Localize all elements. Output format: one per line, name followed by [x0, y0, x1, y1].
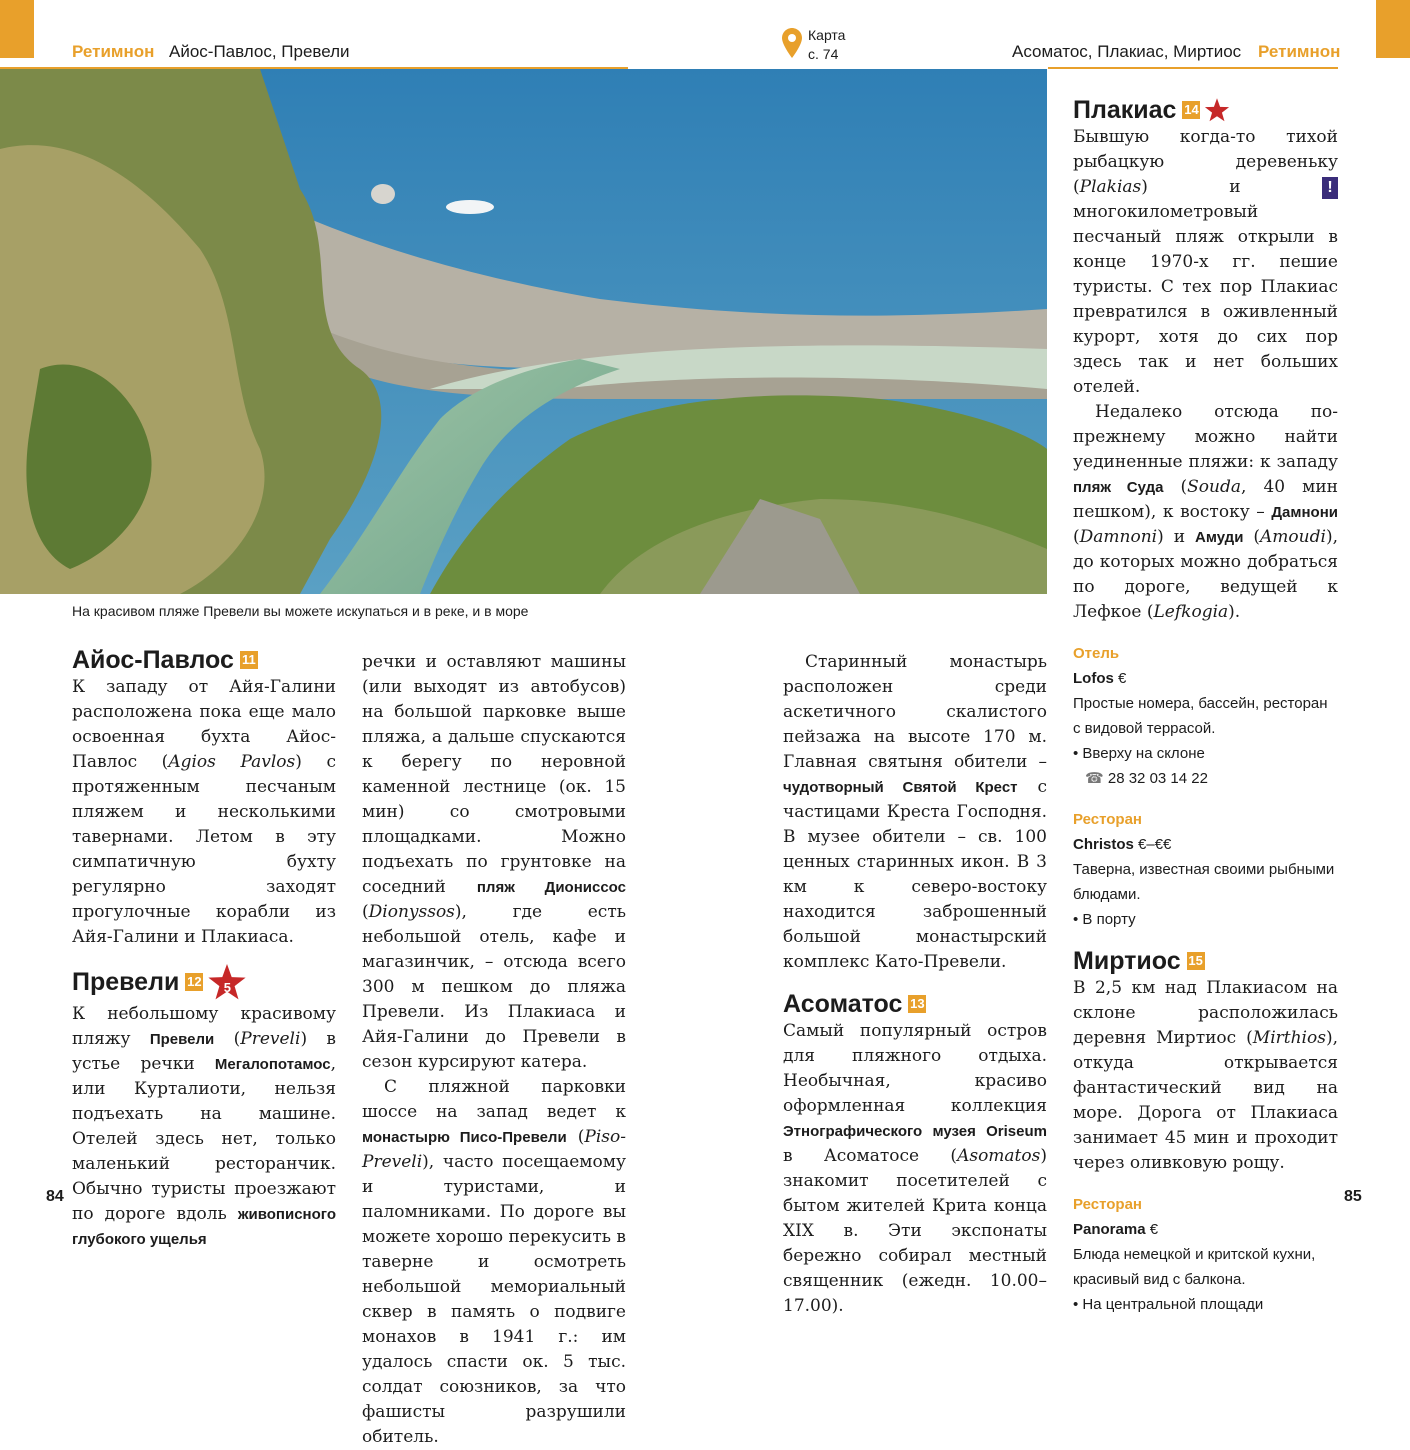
- preveli-monastery-text: Старинный монастырь расположен среди аскетичного скалистого пейзажа на высоте 170 м. Главная святыня обители – чудотворный Святой Крест с частицами Креста Господня. В музее обители – св. 100 ценных старинных икон. В 3 км к северо-востоку находится заброшенный большой монастырский комплекс Като-Превели.: [783, 652, 1047, 972]
- mirtios-title: Миртиос: [1073, 947, 1181, 975]
- bullet-icon: •: [1073, 911, 1083, 928]
- map-number-badge: 12: [187, 974, 202, 989]
- map-number-badge: 14: [1184, 102, 1199, 117]
- map-number-badge: 13: [910, 996, 925, 1011]
- restaurant-location: На центральной площади: [1082, 1296, 1264, 1313]
- preveli-title: Превели: [72, 968, 180, 996]
- right-page-tab: [1376, 0, 1410, 58]
- map-label: Карта: [808, 27, 846, 43]
- mirtios-heading: [1073, 946, 1338, 976]
- preveli-text-continued: речки и оставляют машины (или выходят из автобусов) на большой парковке выше пляжа, а дальше спускаются к берегу по неровной каменной лестнице (ок. 15 мин) со смотровыми площадками. Можно подъехать по грунтовке на соседний пляж Диониссос (Dionyssos), где есть небольшой отель, кафе и магазинчик, – отсюда всего 300 м пешком до пляжа Превели. Из Плакиаса и Айя-Галини до Превели в сезон курсируют катера.: [362, 652, 626, 1072]
- left-places-title: Айос-Павлос, Превели: [169, 42, 350, 61]
- hotel-description: Простые номера, бассейн, ресторан с видовой террасой.: [1073, 695, 1328, 737]
- mirtios-restaurant-info: [1073, 1192, 1338, 1317]
- plakias-text: Бывшую когда-то тихой рыбацкую деревеньку (Plakias) и ! многокилометровый песчаный пляж открыли в конце 1970-х гг. пешие туристы. С тех пор Плакиас превратился в оживленный курорт, хотя до сих пор здесь так и нет больших отелей.: [1073, 127, 1338, 397]
- map-page: с. 74: [808, 46, 839, 62]
- column-1: [72, 645, 336, 1252]
- map-reference[interactable]: [782, 26, 862, 66]
- restaurant-price: €–€€: [1138, 836, 1172, 853]
- left-section-title: Ретимнон: [72, 42, 155, 61]
- bullet-icon: •: [1073, 745, 1083, 762]
- right-header-rule: [1048, 67, 1338, 69]
- column-2: [362, 650, 626, 1450]
- restaurant-location: В порту: [1082, 911, 1136, 928]
- map-number-badge: 11: [240, 651, 258, 669]
- map-number-badge: 15: [1188, 953, 1203, 968]
- restaurant-heading: Ресторан: [1073, 811, 1142, 828]
- plakias-restaurant-info: [1073, 807, 1338, 932]
- hotel-heading: Отель: [1073, 645, 1120, 662]
- plakias-hotel-info: [1073, 641, 1338, 791]
- hotel-name: Lofos: [1073, 670, 1114, 687]
- plakias-title: Плакиас: [1073, 96, 1177, 124]
- left-page-tab: [0, 0, 34, 58]
- mirtios-text: В 2,5 км над Плакиасом на склоне расположилась деревня Миртиос (Mirthios), откуда открывается фантастический вид на море. Дорога от Плакиаса занимает 45 мин и проходит через оливковую рощу.: [1073, 978, 1338, 1173]
- hotel-price: €: [1118, 670, 1127, 687]
- top-sight-star-icon: [1204, 97, 1230, 123]
- restaurant-heading: Ресторан: [1073, 1196, 1142, 1213]
- plakias-beaches-text: Недалеко отсюда по-прежнему можно найти уединенные пляжи: к западу пляж Суда (Souda, 40 мин пешком), к востоку – Дамнони (Damnoni) и Амуди (Amoudi), до которых можно добраться по дороге, ведущей к Лефкое (Lefkogia).: [1073, 402, 1339, 622]
- photo-caption: На красивом пляже Превели вы можете искупаться и в реке, и в море: [72, 603, 529, 619]
- column-3: [783, 650, 1047, 1319]
- asomatos-text: Самый популярный остров для пляжного отдыха. Необычная, красиво оформленная коллекция Этнографического музея Oriseum в Асоматосе (Asomatos) знакомит посетителей с бытом жителей Крита конца XIX в. Эти экспонаты бережно собирал местный священник (ежедн. 10.00–17.00).: [783, 1021, 1047, 1316]
- restaurant-description: Блюда немецкой и критской кухни, красивый вид с балкона.: [1073, 1246, 1316, 1288]
- restaurant-name: Christos: [1073, 836, 1134, 853]
- hotel-phone: 28 32 03 14 22: [1107, 770, 1208, 787]
- phone-icon: ☎: [1085, 770, 1108, 787]
- asomatos-title: Асоматос: [783, 990, 903, 1018]
- preveli-beach-photo: [0, 69, 1047, 594]
- hotel-location: Вверху на склоне: [1082, 745, 1205, 762]
- plakias-heading: [1073, 95, 1338, 125]
- right-page-number: 85: [1344, 1188, 1362, 1205]
- restaurant-description: Таверна, известная своими рыбными блюдами.: [1073, 861, 1335, 903]
- restaurant-name: Panorama: [1073, 1221, 1146, 1238]
- preveli-heading: [72, 962, 336, 1002]
- agios-pavlos-title: Айос-Павлос: [72, 646, 234, 674]
- agios-pavlos-heading: [72, 645, 336, 675]
- left-page-number: 84: [46, 1188, 64, 1205]
- top-sight-star-icon: 5: [207, 962, 247, 1002]
- column-4: [1073, 95, 1338, 1317]
- asomatos-heading: [783, 989, 1047, 1019]
- right-places-title: Асоматос, Плакиас, Миртиос: [1012, 42, 1242, 61]
- map-pin-icon: [782, 28, 802, 58]
- restaurant-price: €: [1149, 1221, 1159, 1238]
- preveli-text-part1: К небольшому красивому пляжу Превели (Preveli) в устье речки Мегалопотамос, или Курталиоти, нельзя подъехать на машине. Отелей здесь нет, только маленький ресторанчик. Обычно туристы проезжают по дороге вдоль живописного глубокого ущелья: [72, 1004, 336, 1248]
- highlight-exclamation-icon: !: [1322, 177, 1338, 199]
- preveli-monastery-intro: С пляжной парковки шоссе на запад ведет к монастырю Писо-Превели (Piso-Preveli), часто посещаемому и туристами, и паломниками. По дороге вы можете хорошо перекусить в таверне и осмотреть небольшой мемориальный сквер в память о подвиге монахов в 1941 г.: им удалось спасти ок. 5 тыс. солдат союзников, за что фашисты разрушили обитель.: [362, 1077, 626, 1447]
- right-section-title: Ретимнон: [1258, 42, 1341, 61]
- bullet-icon: •: [1073, 1296, 1083, 1313]
- agios-pavlos-text: К западу от Айя-Галини расположена пока еще мало освоенная бухта Айос-Павлос (Agios Pavlos) с протяженным песчаным пляжем и несколькими тавернами. Летом в эту симпатичную бухту регулярно заходят прогулочные корабли из Айя-Галини и Плакиаса.: [72, 677, 336, 947]
